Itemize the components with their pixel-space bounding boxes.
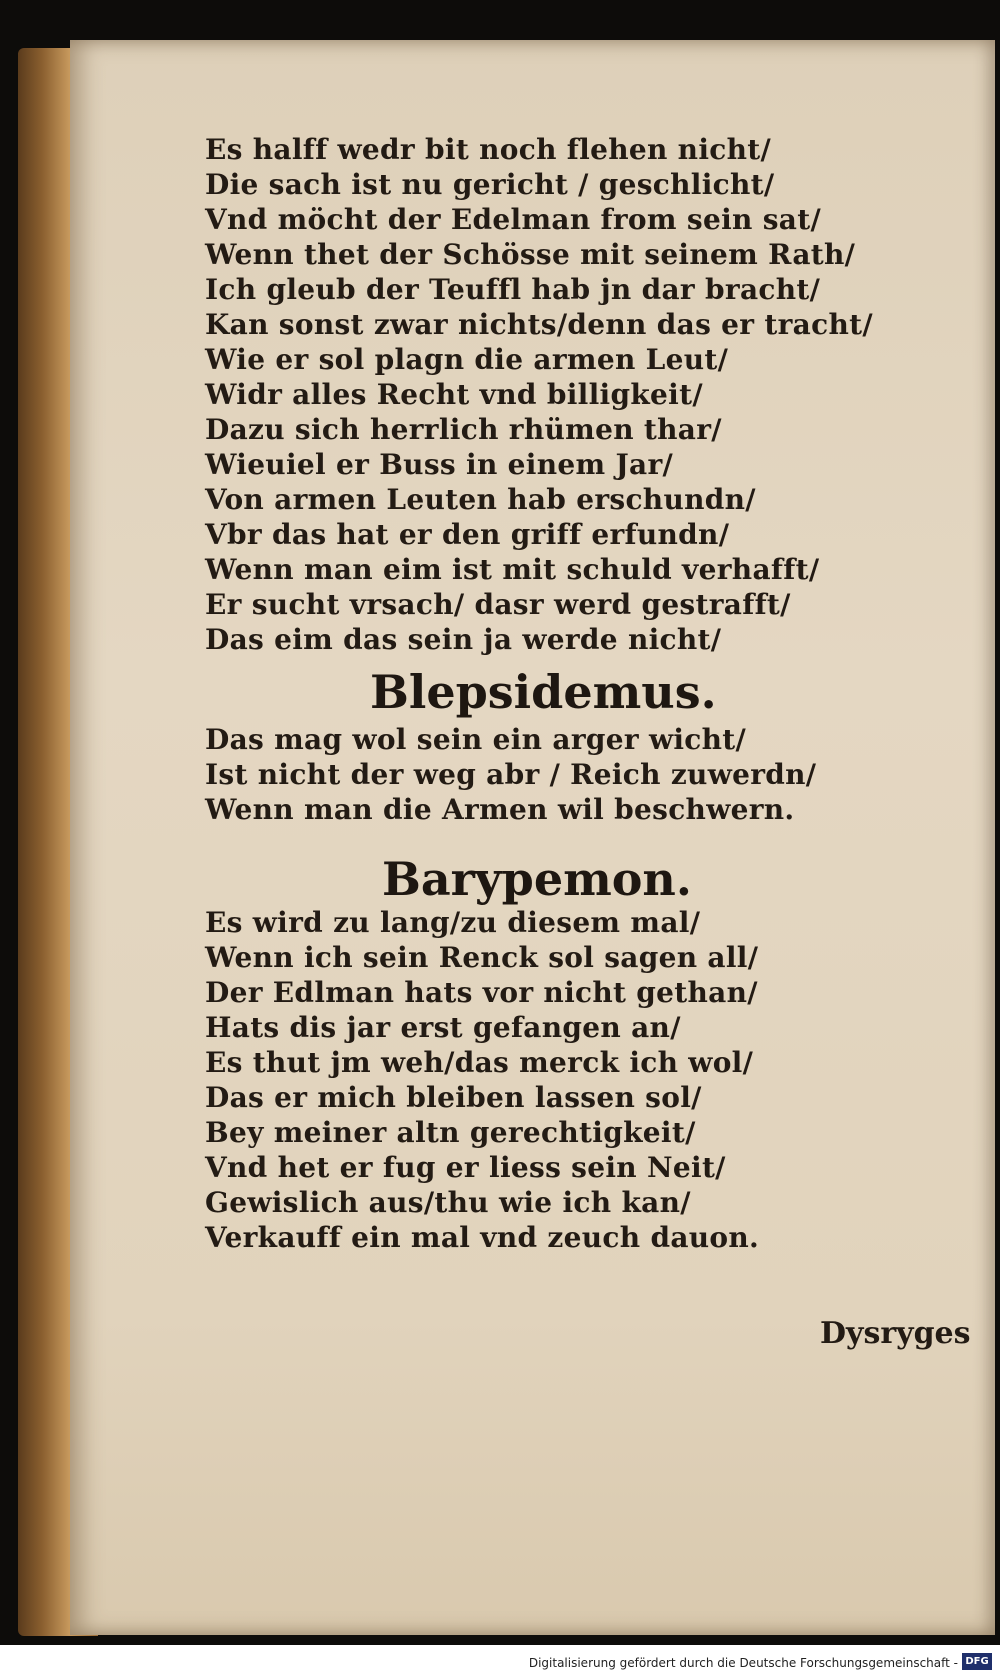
dfg-logo: DFG bbox=[962, 1653, 992, 1670]
verse-line: Wenn thet der Schösse mit seinem Rath/ bbox=[205, 238, 856, 271]
footer-credit: Digitalisierung gefördert durch die Deutsche Forschungsgemeinschaft - bbox=[528, 1656, 958, 1670]
verse-line: Hats dis jar erst gefangen an/ bbox=[205, 1011, 681, 1044]
verse-block-2 bbox=[205, 722, 905, 827]
verse-block-1 bbox=[205, 132, 905, 657]
catchword: Dysryges bbox=[820, 1316, 971, 1351]
verse-line: Wenn man eim ist mit schuld verhafft/ bbox=[205, 553, 820, 586]
verse-line: Der Edlman hats vor nicht gethan/ bbox=[205, 976, 758, 1009]
verse-line: Das eim das sein ja werde nicht/ bbox=[205, 623, 722, 656]
verse-block-3 bbox=[205, 905, 905, 1255]
verse-line: Gewislich aus/thu wie ich kan/ bbox=[205, 1186, 691, 1219]
verse-line: Vnd möcht der Edelman from sein sat/ bbox=[205, 203, 821, 236]
verse-line: Wieuiel er Buss in einem Jar/ bbox=[205, 448, 674, 481]
verse-line: Wenn man die Armen wil beschwern. bbox=[205, 793, 795, 826]
verse-line: Es thut jm weh/das merck ich wol/ bbox=[205, 1046, 754, 1079]
speaker-heading-barypemon: Barypemon. bbox=[382, 852, 692, 906]
verse-line: Er sucht vrsach/ dasr werd gestrafft/ bbox=[205, 588, 791, 621]
verse-line: Es wird zu lang/zu diesem mal/ bbox=[205, 906, 701, 939]
verse-line: Wenn ich sein Renck sol sagen all/ bbox=[205, 941, 759, 974]
verse-line: Bey meiner altn gerechtigkeit/ bbox=[205, 1116, 696, 1149]
verse-line: Widr alles Recht vnd billigkeit/ bbox=[205, 378, 703, 411]
verse-line: Ist nicht der weg abr / Reich zuwerdn/ bbox=[205, 758, 817, 791]
verse-line: Wie er sol plagn die armen Leut/ bbox=[205, 343, 729, 376]
verse-line: Dazu sich herrlich rhümen thar/ bbox=[205, 413, 722, 446]
verse-line: Von armen Leuten hab erschundn/ bbox=[205, 483, 756, 516]
verse-line: Verkauff ein mal vnd zeuch dauon. bbox=[205, 1221, 760, 1254]
verse-line: Die sach ist nu gericht / geschlicht/ bbox=[205, 168, 775, 201]
verse-line: Kan sonst zwar nichts/denn das er tracht/ bbox=[205, 308, 873, 341]
verse-line: Das mag wol sein ein arger wicht/ bbox=[205, 723, 747, 756]
verse-line: Vbr das hat er den griff erfundn/ bbox=[205, 518, 730, 551]
verse-line: Vnd het er fug er liess sein Neit/ bbox=[205, 1151, 726, 1184]
verse-line: Es halff wedr bit noch flehen nicht/ bbox=[205, 133, 772, 166]
verse-line: Ich gleub der Teuffl hab jn dar bracht/ bbox=[205, 273, 821, 306]
speaker-heading-blepsidemus: Blepsidemus. bbox=[370, 665, 717, 719]
verse-line: Das er mich bleiben lassen sol/ bbox=[205, 1081, 702, 1114]
